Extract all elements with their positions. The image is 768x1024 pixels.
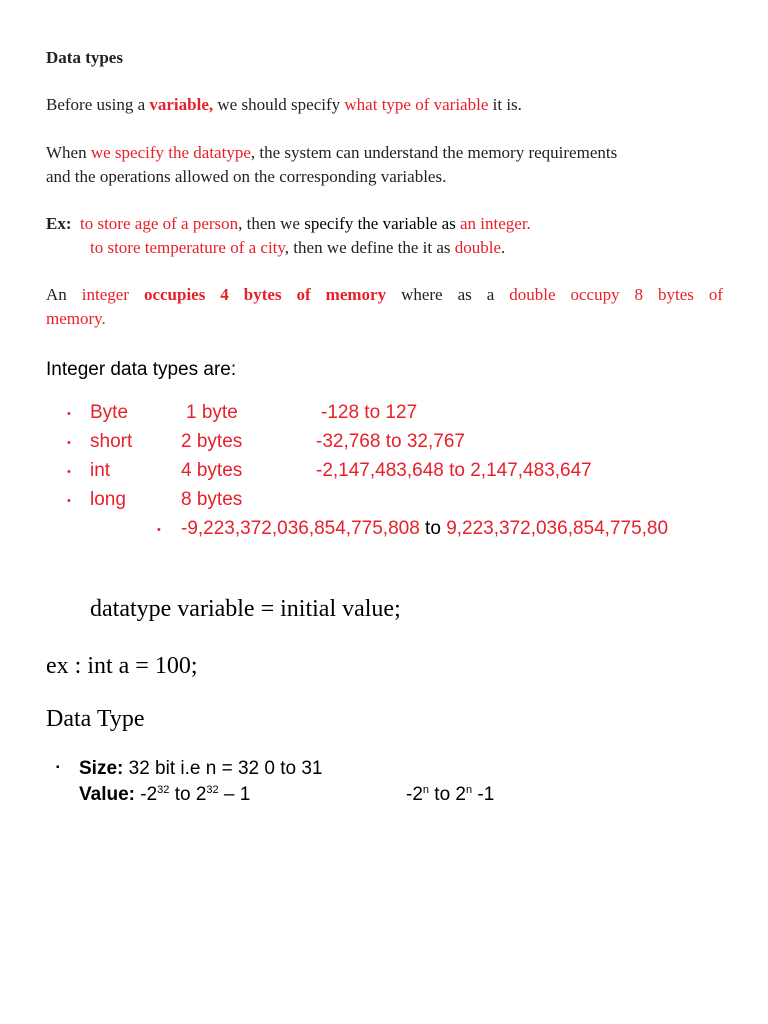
example-text-2d: .	[501, 238, 506, 257]
value-text-b: to 2	[169, 784, 207, 805]
example-label: Ex:	[46, 214, 72, 233]
bullet-icon: •	[157, 524, 161, 536]
example-text-2b: , then we define the it as	[284, 238, 455, 257]
p3-integer: integer	[81, 285, 129, 304]
type-name: long	[90, 489, 126, 510]
p1-text-a: Before using a	[46, 95, 150, 114]
value-text-a: -2	[134, 784, 158, 805]
bullet-icon: •	[67, 408, 71, 420]
type-name: short	[90, 431, 133, 452]
size-label: Size:	[79, 758, 124, 779]
value-exp-2: 32	[206, 784, 219, 796]
square-bullet-icon: ▪	[56, 762, 60, 773]
range-text-a: -2	[406, 784, 423, 805]
value-line	[79, 784, 250, 806]
p3-double: double occupy 8 bytes of	[509, 285, 724, 304]
p2-text-c: , the system can understand the memory requirements	[250, 143, 618, 162]
type-size: 1 byte	[186, 402, 238, 423]
example-age: to store age of a person	[80, 214, 239, 233]
example-double: double	[454, 238, 502, 257]
bullet-icon: •	[67, 495, 71, 507]
long-range-min: -9,223,372,036,854,775,808	[181, 518, 420, 539]
example-temperature: to store temperature of a city	[90, 238, 285, 257]
type-size: 4 bytes	[181, 460, 243, 481]
bullet-icon: •	[67, 466, 71, 478]
range-text-c: -1	[472, 784, 495, 805]
range-exp-2: n	[466, 784, 473, 796]
size-line	[79, 758, 322, 780]
type-range: -128 to 127	[321, 402, 418, 423]
example-code: ex : int a = 100;	[46, 653, 198, 679]
p1-variable: variable,	[149, 95, 214, 114]
type-name: Byte	[90, 402, 129, 423]
range-text-b: to 2	[429, 784, 467, 805]
bullet-icon: •	[67, 437, 71, 449]
example-integer: an integer.	[460, 214, 531, 233]
example-text-1c: specify the variable as	[304, 214, 460, 233]
value-label: Value:	[79, 784, 135, 805]
value-exp-1: 32	[157, 784, 170, 796]
paragraph-3-line-1	[46, 283, 723, 307]
paragraph-2-line-1	[46, 141, 617, 165]
page-title: Data types	[46, 48, 123, 67]
type-range: -2,147,483,648 to 2,147,483,647	[316, 460, 592, 481]
type-range: -32,768 to 32,767	[316, 431, 465, 452]
p1-text-e: it is.	[488, 95, 522, 114]
integer-types-heading: Integer data types are:	[46, 359, 237, 380]
paragraph-3-line-2: memory.	[46, 309, 106, 328]
example-line-1	[46, 212, 531, 236]
range-exp-1: n	[422, 784, 430, 796]
syntax-line: datatype variable = initial value;	[90, 596, 401, 622]
p2-text-a: When	[46, 143, 91, 162]
type-name: int	[90, 460, 111, 481]
p1-text-c: we should specify	[213, 95, 345, 114]
type-size: 2 bytes	[181, 431, 243, 452]
p2-datatype-phrase: we specify the datatype	[90, 143, 251, 162]
value-text-c: – 1	[218, 784, 251, 805]
p3-text-a: An	[46, 285, 67, 304]
p3-text-d: where as a	[401, 285, 495, 304]
example-line-2	[90, 236, 505, 260]
type-size: 8 bytes	[181, 489, 243, 510]
p1-type-phrase: what type of variable	[344, 95, 489, 114]
long-range-max: 9,223,372,036,854,775,80	[446, 518, 669, 539]
general-range	[406, 784, 494, 806]
long-range	[181, 514, 668, 543]
size-text: 32 bit i.e n = 32 0 to 31	[123, 758, 323, 779]
p3-occupies: occupies 4 bytes of memory	[143, 285, 387, 304]
example-text-1b: , then we	[238, 214, 305, 233]
long-range-to: to	[419, 518, 447, 539]
paragraph-1	[46, 93, 522, 117]
paragraph-2-line-2: and the operations allowed on the corresponding variables.	[46, 167, 447, 186]
data-type-heading: Data Type	[46, 706, 145, 732]
